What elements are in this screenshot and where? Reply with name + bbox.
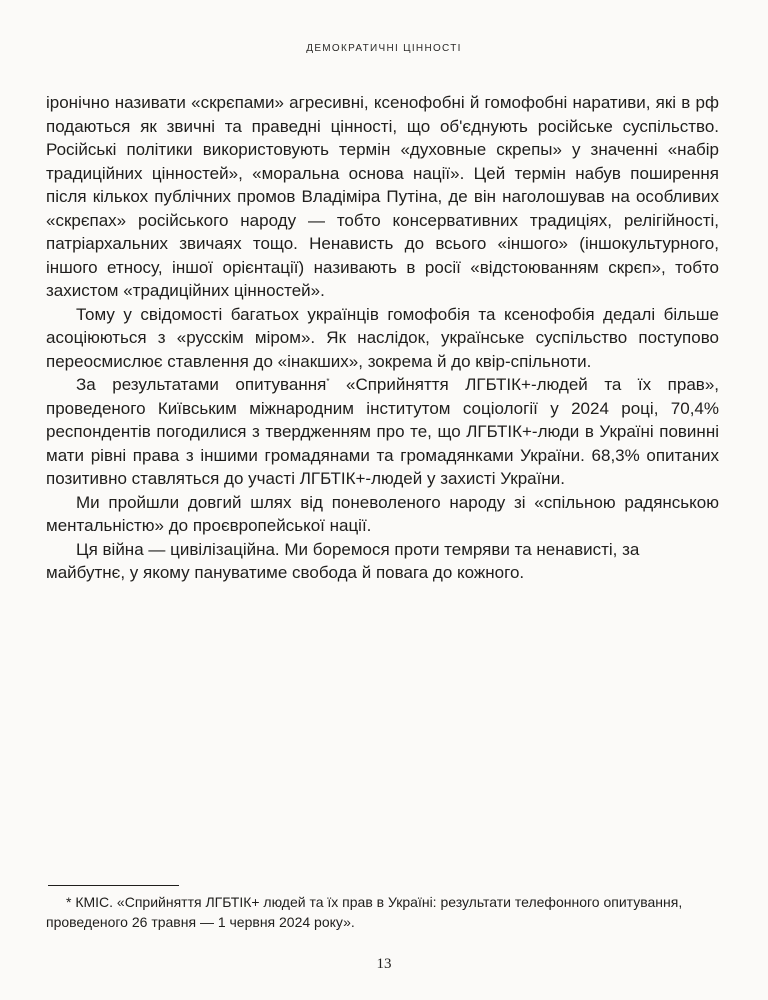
paragraph-4: Ми пройшли довгий шлях від поневоленого народу зі «спільною радянською ментальністю» до проєвропейської нації. bbox=[46, 492, 719, 535]
paragraph-3-start: За результатами опитування bbox=[76, 375, 327, 394]
paragraph-3 bbox=[46, 373, 719, 491]
paragraph-3-rest: «Сприйняття ЛГБТІК+-людей та їх прав», проведеного Київським міжнародним інститутом соціології у 2024 році, 70,4% респондентів погодилися з твердженням про те, що ЛГБТІК+-люди в Україні повинні мати рівні права з іншими громадянами та громадянками України. 68,3% опитаних позитивно ставляться до участі ЛГБТІК+-людей у захисті України. bbox=[46, 375, 719, 488]
paragraph-1: іронічно називати «скрєпами» агресивні, ксенофобні й гомофобні наративи, які в рф подаються як звичні та праведні цінності, що об'єднують російське суспільство. Російські політики використовують термін «духовные скрепы» у значенні «набір традиційних цінностей», «моральна основа нації». Цей термін набув поширення після кількох публічних промов Владіміра Путіна, де він наголошував на особливих «скрєпах» російського народу — тобто консервативних традиціях, релігійності, патріархальних звичаях тощо. Ненависть до всього «іншого» (іншокультурного, іншого етносу, іншої орієнтації) називають в росії «відстоюванням скрєп», тобто захистом «традиційних цінностей». bbox=[46, 93, 719, 300]
footnote-rule bbox=[48, 885, 179, 886]
paragraph-5: Ця війна — цивілізаційна. Ми боремося проти темряви та ненависті, за майбутнє, у якому пануватиме свобода й повага до кожного. bbox=[46, 539, 640, 582]
footnote: * КМІС. «Сприйняття ЛГБТІК+ людей та їх прав в Україні: результати телефонного опитування, проведеного 26 травня — 1 червня 2024 року». bbox=[46, 894, 683, 930]
paragraph-2: Тому у свідомості багатьох українців гомофобія та ксенофобія дедалі більше асоціюються з «русскім міром». Як наслідок, українське суспільство поступово переосмислює ставлення до «інакших», зокрема й до квір-спільноти. bbox=[46, 304, 719, 371]
page-number: 13 bbox=[376, 956, 392, 972]
running-head: ДЕМОКРАТИЧНІ ЦІННОСТІ bbox=[306, 43, 462, 54]
body-text bbox=[46, 91, 719, 585]
footnote-marker: * bbox=[326, 377, 330, 386]
